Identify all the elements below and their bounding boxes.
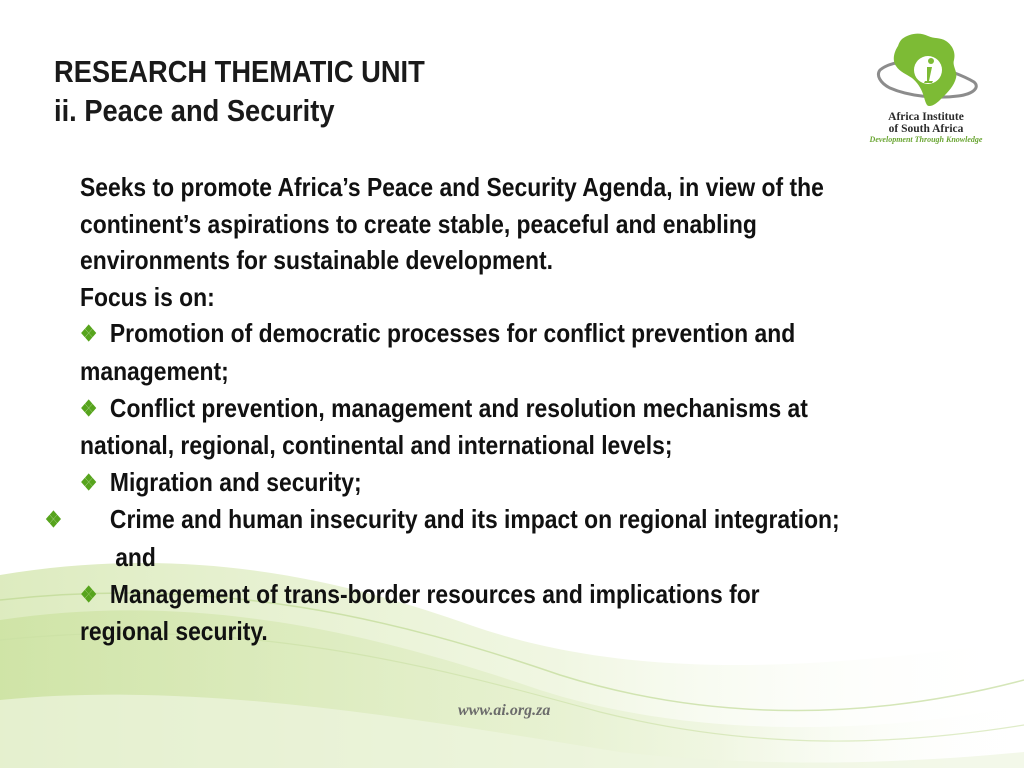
list-item xyxy=(80,315,854,389)
list-item xyxy=(80,576,854,650)
logo-name-line1: Africa Institute xyxy=(888,111,964,123)
diamond-bullet-icon: ❖ xyxy=(80,581,98,607)
diamond-bullet-icon: ❖ xyxy=(44,507,63,533)
list-item-text: Promotion of democratic processes for conflict prevention and management; xyxy=(80,318,796,386)
title-subheading: ii. Peace and Security xyxy=(54,93,335,128)
list-item-text: Management of trans-border resources and implications for regional security. xyxy=(80,578,760,647)
diamond-bullet-icon: ❖ xyxy=(80,395,98,421)
intro-paragraph: Seeks to promote Africa’s Peace and Security Agenda, in view of the continent’s aspirations to create stable, peaceful and enabling environments for sustainable development. xyxy=(80,172,824,276)
diamond-bullet-icon: ❖ xyxy=(80,469,98,495)
focus-label: Focus is on: xyxy=(80,281,215,312)
list-item xyxy=(44,501,854,575)
diamond-bullet-icon: ❖ xyxy=(80,321,98,347)
list-item xyxy=(80,390,854,464)
title-heading: RESEARCH THEMATIC UNIT xyxy=(54,54,425,89)
body-content xyxy=(44,169,854,650)
logo-name xyxy=(862,111,990,135)
list-item-text: Conflict prevention, management and resolution mechanisms at national, regional, continental and international levels; xyxy=(80,392,808,461)
list-item-text: Migration and security; xyxy=(109,466,362,497)
list-item-text: Crime and human insecurity and its impact on regional integration; and xyxy=(109,504,840,572)
institute-logo xyxy=(862,30,990,148)
list-item xyxy=(80,464,854,502)
logo-name-line2: of South Africa xyxy=(888,123,964,135)
africa-map-i-icon xyxy=(872,30,980,112)
footer-url: www.ai.org.za xyxy=(458,702,551,719)
logo-tagline: Development Through Knowledge xyxy=(869,135,983,144)
slide-title xyxy=(54,52,475,130)
